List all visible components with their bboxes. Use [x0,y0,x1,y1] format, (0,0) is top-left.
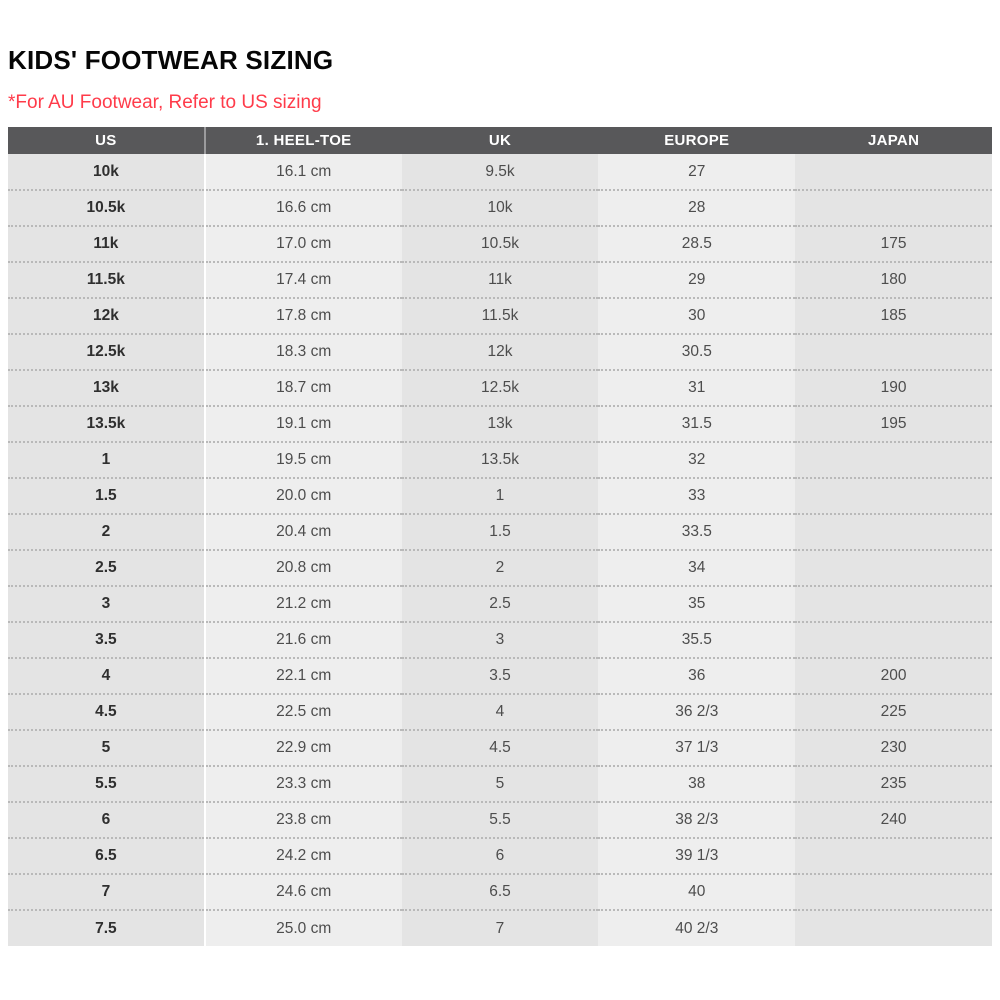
table-cell: 10.5k [8,190,205,226]
kids-footwear-sizing-table [8,127,992,946]
table-cell: 4.5 [8,694,205,730]
table-cell: 36 [598,658,795,694]
table-cell: 11k [402,262,599,298]
table-row [8,694,992,730]
table-cell: 18.3 cm [205,334,402,370]
table-cell: 225 [795,694,992,730]
table-cell: 3.5 [402,658,599,694]
table-cell: 24.2 cm [205,838,402,874]
table-cell: 31 [598,370,795,406]
column-header: UK [402,127,599,154]
table-cell: 33 [598,478,795,514]
table-cell: 35 [598,586,795,622]
table-header-row [8,127,992,154]
table-cell: 37 1/3 [598,730,795,766]
table-cell: 38 [598,766,795,802]
table-cell: 20.8 cm [205,550,402,586]
table-cell: 1.5 [402,514,599,550]
table-row [8,370,992,406]
table-row [8,298,992,334]
table-cell: 185 [795,298,992,334]
table-cell: 5 [402,766,599,802]
table-cell: 200 [795,658,992,694]
table-cell: 30 [598,298,795,334]
table-row [8,334,992,370]
table-cell: 6.5 [8,838,205,874]
table-cell: 23.8 cm [205,802,402,838]
table-cell: 5.5 [402,802,599,838]
table-cell: 20.0 cm [205,478,402,514]
table-cell: 195 [795,406,992,442]
table-cell: 2.5 [8,550,205,586]
table-cell [795,514,992,550]
table-cell: 235 [795,766,992,802]
table-cell: 6 [8,802,205,838]
table-cell: 16.1 cm [205,154,402,190]
table-cell: 35.5 [598,622,795,658]
table-cell: 21.6 cm [205,622,402,658]
table-cell: 6.5 [402,874,599,910]
table-cell: 24.6 cm [205,874,402,910]
table-cell: 3 [8,586,205,622]
table-row [8,622,992,658]
table-cell: 230 [795,730,992,766]
table-cell: 20.4 cm [205,514,402,550]
table-cell: 17.0 cm [205,226,402,262]
table-cell: 13k [402,406,599,442]
column-header: US [8,127,205,154]
table-cell: 11k [8,226,205,262]
table-cell: 17.4 cm [205,262,402,298]
au-sizing-note: *For AU Footwear, Refer to US sizing [8,92,322,113]
table-cell: 2 [402,550,599,586]
table-row [8,154,992,190]
table-cell: 11.5k [8,262,205,298]
table-cell: 12.5k [402,370,599,406]
table-cell: 4 [8,658,205,694]
table-cell: 21.2 cm [205,586,402,622]
table-row [8,550,992,586]
table-cell: 22.5 cm [205,694,402,730]
table-row [8,190,992,226]
table-cell: 38 2/3 [598,802,795,838]
table-cell: 10k [402,190,599,226]
table-cell: 1 [402,478,599,514]
table-cell: 19.1 cm [205,406,402,442]
table-cell: 1 [8,442,205,478]
page-title: KIDS' FOOTWEAR SIZING [8,45,334,75]
table-cell [795,334,992,370]
table-cell: 7 [8,874,205,910]
table-cell [795,154,992,190]
table-row [8,478,992,514]
table-row [8,226,992,262]
table-cell: 16.6 cm [205,190,402,226]
table-cell [795,478,992,514]
table-cell: 12.5k [8,334,205,370]
table-cell: 28.5 [598,226,795,262]
column-header: EUROPE [598,127,795,154]
table-cell: 13.5k [402,442,599,478]
table-cell: 5 [8,730,205,766]
table-cell: 3.5 [8,622,205,658]
table-cell: 3 [402,622,599,658]
table-row [8,442,992,478]
table-cell: 11.5k [402,298,599,334]
table-cell: 33.5 [598,514,795,550]
table-cell: 27 [598,154,795,190]
table-head [8,127,992,154]
table-cell: 1.5 [8,478,205,514]
table-cell: 39 1/3 [598,838,795,874]
table-cell [795,586,992,622]
table-cell: 7 [402,910,599,946]
table-cell [795,442,992,478]
table-row [8,262,992,298]
table-row [8,586,992,622]
table-cell: 4.5 [402,730,599,766]
table-row [8,766,992,802]
table-cell: 2.5 [402,586,599,622]
table-cell: 22.9 cm [205,730,402,766]
table-row [8,874,992,910]
table-cell: 17.8 cm [205,298,402,334]
table-cell: 19.5 cm [205,442,402,478]
table-cell: 12k [8,298,205,334]
column-header: 1. HEEL-TOE [205,127,402,154]
table-cell [795,910,992,946]
table-cell: 25.0 cm [205,910,402,946]
table-cell: 32 [598,442,795,478]
table-row [8,514,992,550]
table-cell: 10k [8,154,205,190]
table-cell [795,838,992,874]
table-cell [795,874,992,910]
table-cell: 13k [8,370,205,406]
table-cell: 7.5 [8,910,205,946]
table-cell: 180 [795,262,992,298]
table-cell: 23.3 cm [205,766,402,802]
table-cell: 28 [598,190,795,226]
table-cell: 22.1 cm [205,658,402,694]
table-cell [795,550,992,586]
table-cell: 5.5 [8,766,205,802]
table-row [8,658,992,694]
table-cell: 10.5k [402,226,599,262]
table-cell: 13.5k [8,406,205,442]
table-row [8,406,992,442]
table-cell [795,622,992,658]
table-cell: 2 [8,514,205,550]
table-row [8,730,992,766]
table-row [8,838,992,874]
table-cell: 240 [795,802,992,838]
table-cell: 175 [795,226,992,262]
table-cell: 36 2/3 [598,694,795,730]
table-cell: 12k [402,334,599,370]
table-cell: 9.5k [402,154,599,190]
table-row [8,802,992,838]
table-cell [795,190,992,226]
table-cell: 18.7 cm [205,370,402,406]
table-cell: 40 2/3 [598,910,795,946]
table-row [8,910,992,946]
column-header: JAPAN [795,127,992,154]
table-cell: 34 [598,550,795,586]
table-cell: 29 [598,262,795,298]
table-cell: 4 [402,694,599,730]
table-cell: 190 [795,370,992,406]
table-cell: 31.5 [598,406,795,442]
table-cell: 40 [598,874,795,910]
table-cell: 30.5 [598,334,795,370]
table-cell: 6 [402,838,599,874]
table-body [8,154,992,946]
